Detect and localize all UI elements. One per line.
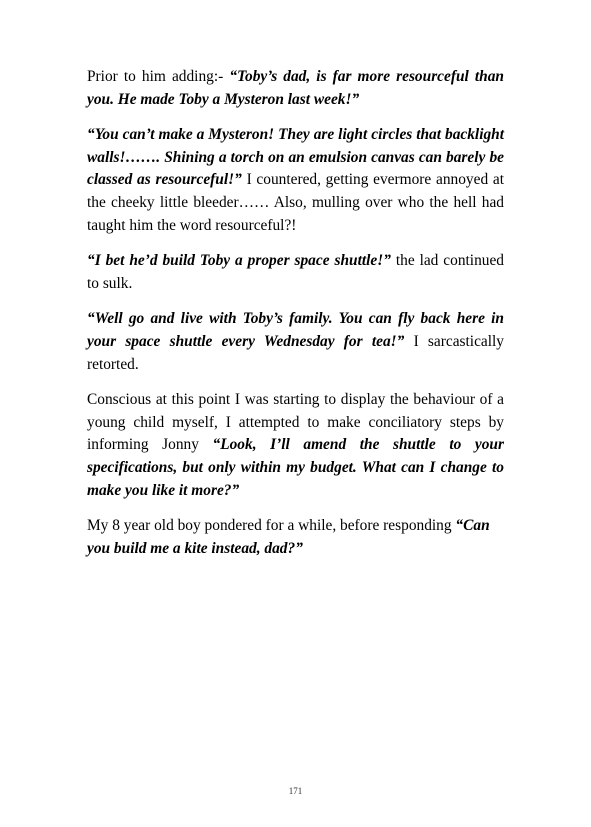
- paragraph: [87, 389, 504, 502]
- narration-text: Conscious at this point I was starting to display the behaviour of a young child myself, I attempted to make conciliatory steps by informing Jonny: [87, 391, 504, 454]
- dialogue-text: “I bet he’d build Toby a proper space shuttle!”: [87, 252, 391, 270]
- narration-text: I sarcastically retorted.: [87, 332, 504, 373]
- dialogue-text: “Well go and live with Toby’s family. You can fly back here in your space shuttle every Wednesday for tea!”: [87, 310, 504, 350]
- narration-text: My 8 year old boy pondered for a while, before responding: [87, 517, 456, 535]
- narration-text: I countered, getting evermore annoyed at the cheeky little bleeder…… Also, mulling over who the hell had taught him the word resourceful?!: [87, 171, 504, 234]
- page-body: [87, 66, 504, 573]
- narration-text: Prior to him adding:-: [87, 68, 230, 85]
- paragraph: [87, 66, 504, 111]
- page-number: 171: [288, 786, 303, 796]
- paragraph: [87, 308, 504, 376]
- dialogue-text: “Toby’s dad, is far more resourceful than you. He made Toby a Mysteron last week!”: [87, 68, 504, 108]
- dialogue-text: “Can you build me a kite instead, dad?”: [87, 517, 490, 557]
- paragraph: [87, 515, 504, 560]
- paragraph: [87, 124, 504, 237]
- dialogue-text: “You can’t make a Mysteron! They are light circles that backlight walls!……. Shining a torch on an emulsion canvas can barely be classed as resourceful!”: [87, 126, 504, 189]
- narration-text: the lad continued to sulk.: [87, 252, 504, 292]
- dialogue-text: “Look, I’ll amend the shuttle to your specifications, but only within my budget. What can I change to make you like it more?”: [87, 436, 504, 499]
- paragraph: [87, 250, 504, 295]
